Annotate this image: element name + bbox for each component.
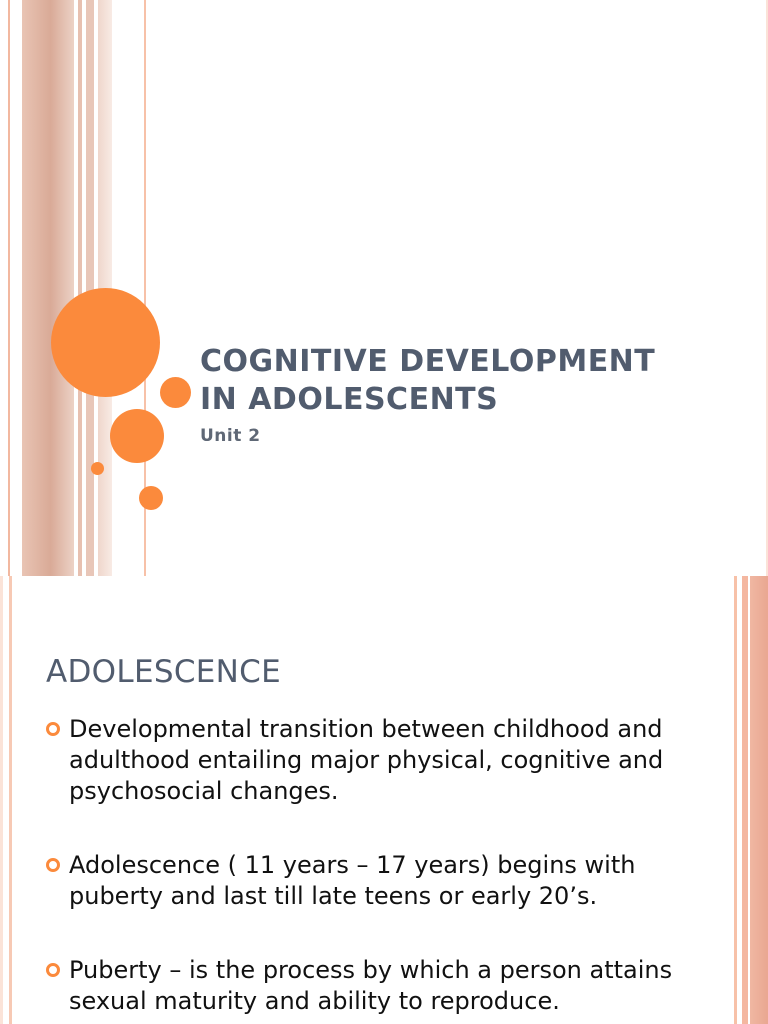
bullet-list xyxy=(46,714,686,1024)
decorative-circle-large xyxy=(51,288,160,397)
bullet-circle-icon xyxy=(46,963,60,977)
stripe xyxy=(742,576,748,1024)
slide-left-edge xyxy=(0,576,3,1024)
slide-subtitle: Unit 2 xyxy=(200,426,261,446)
stripe xyxy=(8,0,10,576)
list-item-text: Adolescence ( 11 years – 17 years) begins with puberty and last till late teens or early 20’s. xyxy=(69,851,636,910)
decorative-circle-tiny xyxy=(91,462,104,475)
decorative-circle-medium xyxy=(110,409,164,463)
stripe xyxy=(86,0,94,576)
list-item xyxy=(46,714,686,807)
stripe xyxy=(22,0,74,576)
list-item-text: Developmental transition between childhood and adulthood entailing major physical, cognitive and psychosocial changes. xyxy=(69,715,664,805)
stripe xyxy=(9,576,12,1024)
slide-heading: ADOLESCENCE xyxy=(46,654,281,690)
slide-title-line-2: IN ADOLESCENTS xyxy=(200,382,499,417)
bullet-circle-icon xyxy=(46,722,60,736)
stripe xyxy=(734,576,737,1024)
decorative-stripes xyxy=(0,0,160,576)
list-item-text: Puberty – is the process by which a person attains sexual maturity and ability to reproduce. xyxy=(69,956,673,1015)
stripe xyxy=(750,576,768,1024)
decorative-circle-small xyxy=(160,377,191,408)
decorative-circle-small xyxy=(139,486,163,510)
list-item xyxy=(46,850,686,912)
stripe xyxy=(78,0,82,576)
bullet-circle-icon xyxy=(46,858,60,872)
slide-title-line-1: COGNITIVE DEVELOPMENT xyxy=(200,344,656,379)
list-item xyxy=(46,955,686,1017)
slide-2-content[interactable] xyxy=(0,576,768,1024)
slide-title xyxy=(200,343,720,419)
